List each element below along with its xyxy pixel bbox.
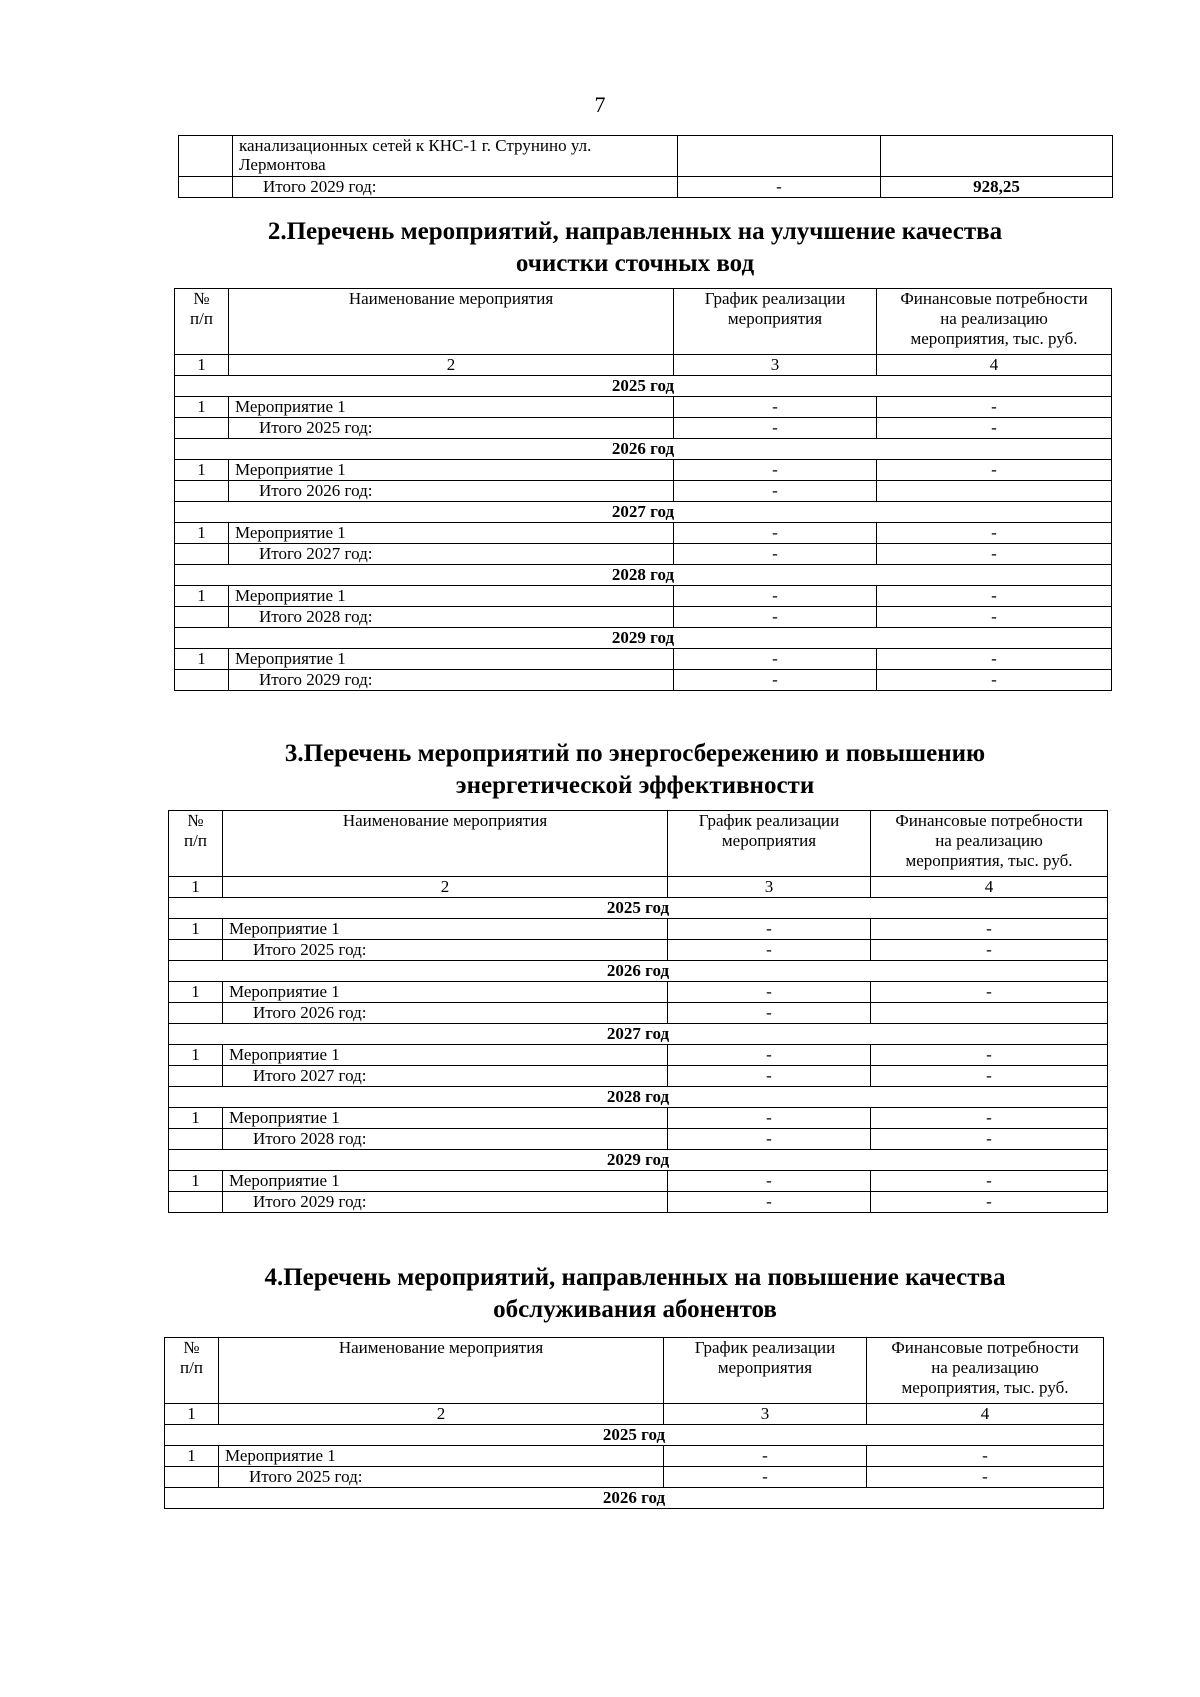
event-finance: - xyxy=(877,460,1112,481)
event-schedule: - xyxy=(668,1045,871,1066)
year-label: 2026 год xyxy=(175,439,1112,460)
table-row xyxy=(169,1045,1108,1066)
table-row xyxy=(169,982,1108,1003)
section-heading-3: 3.Перечень мероприятий по энергосбережению и повышению энергетической эффективности xyxy=(284,740,986,799)
event-name: Мероприятие 1 xyxy=(229,397,674,418)
event-schedule: - xyxy=(664,1446,867,1467)
event-name: Мероприятие 1 xyxy=(229,586,674,607)
row-number: 1 xyxy=(169,1108,223,1129)
year-row xyxy=(169,1024,1108,1045)
total-schedule: - xyxy=(668,1192,871,1213)
column-number: 1 xyxy=(169,877,223,898)
header-name: Наименование мероприятия xyxy=(223,811,668,877)
event-finance: - xyxy=(877,586,1112,607)
row-number: 1 xyxy=(175,649,229,670)
table-row xyxy=(169,1171,1108,1192)
table-row xyxy=(169,1108,1108,1129)
total-schedule: - xyxy=(668,1003,871,1024)
column-number-row xyxy=(175,355,1112,376)
row-number: 1 xyxy=(169,1045,223,1066)
header-schedule: График реализации мероприятия xyxy=(668,811,871,877)
total-row xyxy=(175,544,1112,565)
total-label: Итого 2029 год: xyxy=(223,1192,668,1213)
row-number: 1 xyxy=(169,919,223,940)
event-schedule: - xyxy=(668,919,871,940)
column-number: 4 xyxy=(877,355,1112,376)
table-row xyxy=(175,460,1112,481)
year-row xyxy=(175,439,1112,460)
year-label: 2027 год xyxy=(169,1024,1108,1045)
year-row xyxy=(175,565,1112,586)
total-schedule: - xyxy=(674,481,877,502)
total-row xyxy=(169,1129,1108,1150)
table-row xyxy=(175,586,1112,607)
header-schedule: График реализации мероприятия xyxy=(674,289,877,355)
year-label: 2026 год xyxy=(169,961,1108,982)
total-row xyxy=(179,177,1113,198)
total-finance xyxy=(871,1003,1108,1024)
total-label: Итого 2029 год: xyxy=(229,670,674,691)
row-number: 1 xyxy=(169,1171,223,1192)
total-label: Итого 2026 год: xyxy=(223,1003,668,1024)
year-label: 2029 год xyxy=(169,1150,1108,1171)
column-number-row xyxy=(169,877,1108,898)
year-label: 2028 год xyxy=(169,1087,1108,1108)
total-row xyxy=(175,607,1112,628)
year-row xyxy=(169,898,1108,919)
total-schedule: - xyxy=(668,1066,871,1087)
total-label: Итого 2025 год: xyxy=(229,418,674,439)
year-label: 2025 год xyxy=(169,898,1108,919)
header-name: Наименование мероприятия xyxy=(229,289,674,355)
section-table-2 xyxy=(174,288,1112,691)
column-number: 3 xyxy=(674,355,877,376)
table-header-row xyxy=(169,811,1108,877)
total-row xyxy=(175,418,1112,439)
total-label: Итого 2026 год: xyxy=(229,481,674,502)
total-finance: - xyxy=(877,544,1112,565)
row-number: 1 xyxy=(175,523,229,544)
table-row xyxy=(165,1446,1104,1467)
total-schedule: - xyxy=(664,1467,867,1488)
total-row xyxy=(169,1192,1108,1213)
total-schedule: - xyxy=(674,418,877,439)
event-name: Мероприятие 1 xyxy=(223,1045,668,1066)
event-finance: - xyxy=(871,1045,1108,1066)
header-schedule: График реализации мероприятия xyxy=(664,1338,867,1404)
year-row xyxy=(175,502,1112,523)
total-finance: - xyxy=(871,1066,1108,1087)
header-num: № п/п xyxy=(169,811,223,877)
total-finance: - xyxy=(871,940,1108,961)
total-finance: - xyxy=(877,670,1112,691)
year-label: 2027 год xyxy=(175,502,1112,523)
total-label: Итого 2028 год: xyxy=(229,607,674,628)
row-number: 1 xyxy=(165,1446,219,1467)
year-label: 2028 год xyxy=(175,565,1112,586)
event-finance: - xyxy=(877,649,1112,670)
event-finance: - xyxy=(877,397,1112,418)
section-heading-2: 2.Перечень мероприятий, направленных на улучшение качества очистки сточных вод xyxy=(267,218,1003,277)
total-row xyxy=(175,670,1112,691)
event-name: Мероприятие 1 xyxy=(229,523,674,544)
event-schedule: - xyxy=(668,1108,871,1129)
column-number: 3 xyxy=(668,877,871,898)
event-name: Мероприятие 1 xyxy=(223,919,668,940)
total-label: Итого 2029 год: xyxy=(233,177,678,198)
table-row xyxy=(179,136,1113,177)
total-label: Итого 2027 год: xyxy=(223,1066,668,1087)
header-num: № п/п xyxy=(165,1338,219,1404)
column-number: 1 xyxy=(165,1404,219,1425)
total-finance: - xyxy=(867,1467,1104,1488)
total-label: Итого 2025 год: xyxy=(223,940,668,961)
year-label: 2025 год xyxy=(175,376,1112,397)
year-label: 2029 год xyxy=(175,628,1112,649)
page-number: 7 xyxy=(594,92,606,117)
event-finance: - xyxy=(867,1446,1104,1467)
event-name-cell: канализационных сетей к КНС-1 г. Струнино ул. Лермонтова xyxy=(233,136,678,177)
event-name: Мероприятие 1 xyxy=(229,460,674,481)
column-number: 4 xyxy=(867,1404,1104,1425)
section-heading-4: 4.Перечень мероприятий, направленных на повышение качества обслуживания абонентов xyxy=(264,1264,1006,1323)
event-finance: - xyxy=(871,919,1108,940)
event-finance: - xyxy=(871,1108,1108,1129)
event-schedule: - xyxy=(674,397,877,418)
total-label: Итого 2028 год: xyxy=(223,1129,668,1150)
total-finance: - xyxy=(877,418,1112,439)
column-number: 3 xyxy=(664,1404,867,1425)
total-finance: 928,25 xyxy=(881,177,1113,198)
column-number-row xyxy=(165,1404,1104,1425)
event-schedule: - xyxy=(674,460,877,481)
year-row xyxy=(175,628,1112,649)
event-schedule: - xyxy=(674,649,877,670)
header-finance: Финансовые потребности на реализацию мероприятия, тыс. руб. xyxy=(877,289,1112,355)
event-finance: - xyxy=(871,982,1108,1003)
event-schedule: - xyxy=(668,982,871,1003)
total-label: Итого 2025 год: xyxy=(219,1467,664,1488)
total-row xyxy=(169,1003,1108,1024)
table-row xyxy=(175,649,1112,670)
year-row xyxy=(175,376,1112,397)
year-row xyxy=(165,1488,1104,1509)
total-finance xyxy=(877,481,1112,502)
year-row xyxy=(169,961,1108,982)
header-finance: Финансовые потребности на реализацию мероприятия, тыс. руб. xyxy=(867,1338,1104,1404)
event-name: Мероприятие 1 xyxy=(229,649,674,670)
event-name: Мероприятие 1 xyxy=(223,982,668,1003)
total-schedule: - xyxy=(674,607,877,628)
total-schedule: - xyxy=(678,177,881,198)
event-finance: - xyxy=(871,1171,1108,1192)
event-finance: - xyxy=(877,523,1112,544)
row-number: 1 xyxy=(175,460,229,481)
column-number: 1 xyxy=(175,355,229,376)
total-schedule: - xyxy=(668,1129,871,1150)
row-number: 1 xyxy=(175,586,229,607)
total-schedule: - xyxy=(674,544,877,565)
event-name: Мероприятие 1 xyxy=(223,1171,668,1192)
event-schedule: - xyxy=(674,586,877,607)
column-number: 2 xyxy=(229,355,674,376)
section-table-3 xyxy=(168,810,1108,1213)
total-row xyxy=(175,481,1112,502)
total-label: Итого 2027 год: xyxy=(229,544,674,565)
event-schedule: - xyxy=(674,523,877,544)
event-schedule: - xyxy=(668,1171,871,1192)
section-table-4 xyxy=(164,1337,1104,1509)
table-header-row xyxy=(175,289,1112,355)
total-row xyxy=(169,940,1108,961)
year-row xyxy=(165,1425,1104,1446)
table-header-row xyxy=(165,1338,1104,1404)
total-finance: - xyxy=(871,1129,1108,1150)
year-label: 2026 год xyxy=(165,1488,1104,1509)
header-name: Наименование мероприятия xyxy=(219,1338,664,1404)
year-row xyxy=(169,1150,1108,1171)
event-name: Мероприятие 1 xyxy=(219,1446,664,1467)
year-row xyxy=(169,1087,1108,1108)
total-finance: - xyxy=(877,607,1112,628)
row-number: 1 xyxy=(169,982,223,1003)
column-number: 4 xyxy=(871,877,1108,898)
total-row xyxy=(169,1066,1108,1087)
table-row xyxy=(175,523,1112,544)
table-row xyxy=(175,397,1112,418)
column-number: 2 xyxy=(223,877,668,898)
year-label: 2025 год xyxy=(165,1425,1104,1446)
total-row xyxy=(165,1467,1104,1488)
total-schedule: - xyxy=(668,940,871,961)
total-schedule: - xyxy=(674,670,877,691)
continuation-table xyxy=(178,135,1113,198)
event-name: Мероприятие 1 xyxy=(223,1108,668,1129)
total-finance: - xyxy=(871,1192,1108,1213)
header-finance: Финансовые потребности на реализацию мероприятия, тыс. руб. xyxy=(871,811,1108,877)
column-number: 2 xyxy=(219,1404,664,1425)
header-num: № п/п xyxy=(175,289,229,355)
table-row xyxy=(169,919,1108,940)
row-number: 1 xyxy=(175,397,229,418)
